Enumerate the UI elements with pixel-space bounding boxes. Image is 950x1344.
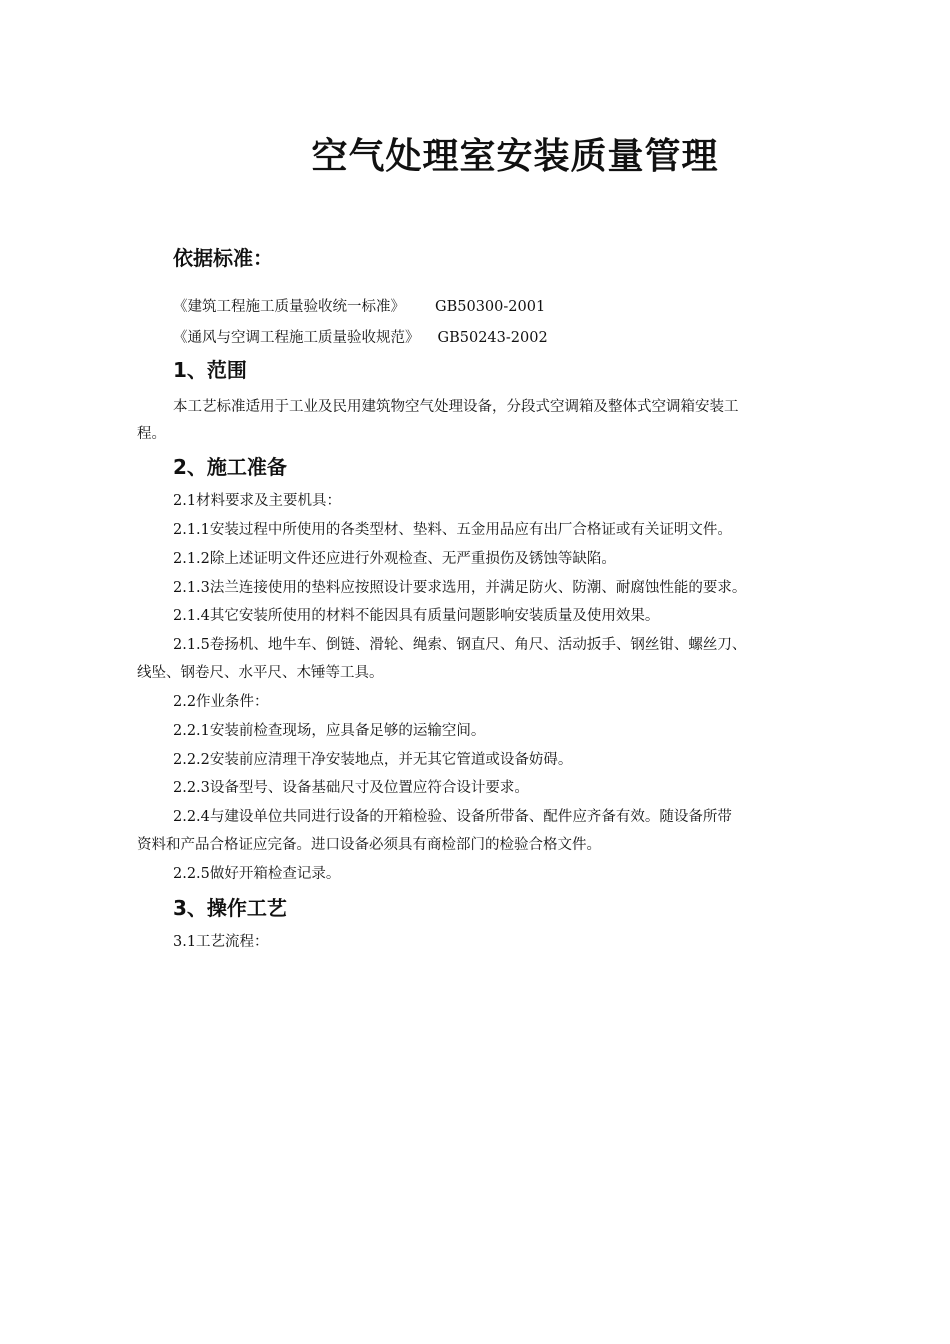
paragraph-line: 2.2.2安装前应清理干净安装地点，并无其它管道或设备妨碍。 xyxy=(173,752,573,768)
standard-item xyxy=(173,296,545,318)
basis-heading: 依据标准： xyxy=(173,246,273,270)
paragraph-line: 2.1材料要求及主要机具： xyxy=(173,493,342,509)
standard-item xyxy=(173,327,548,349)
paragraph-line: 2.2.4与建设单位共同进行设备的开箱检验、设备所带备、配件应齐备有效。随设备所带 xyxy=(173,809,732,825)
paragraph-line: 2.2作业条件： xyxy=(173,694,269,710)
paragraph-line: 2.1.1安装过程中所使用的各类型材、垫料、五金用品应有出厂合格证或有关证明文件。 xyxy=(173,522,732,538)
paragraph-line: 2.2.5做好开箱检查记录。 xyxy=(173,866,341,882)
standard-code: GB50243-2002 xyxy=(437,330,548,346)
standard-name: 《建筑工程施工质量验收统一标准》 xyxy=(173,299,405,315)
paragraph-line: 程。 xyxy=(137,426,166,442)
paragraph-line: 2.2.3设备型号、设备基础尺寸及位置应符合设计要求。 xyxy=(173,780,529,796)
page-title: 空气处理室安装质量管理 xyxy=(311,136,719,177)
paragraph-line: 2.1.5卷扬机、地牛车、倒链、滑轮、绳索、钢直尺、角尺、活动扳手、钢丝钳、螺丝刀、 xyxy=(173,637,747,653)
section-heading-scope: 1、范围 xyxy=(173,358,247,382)
paragraph-line: 2.1.4其它安装所使用的材料不能因具有质量问题影响安装质量及使用效果。 xyxy=(173,608,660,624)
section-heading-operation: 3、操作工艺 xyxy=(173,896,287,920)
section-heading-preparation: 2、施工准备 xyxy=(173,455,287,479)
paragraph-line: 线坠、钢卷尺、水平尺、木锤等工具。 xyxy=(137,665,384,681)
standard-name: 《通风与空调工程施工质量验收规范》 xyxy=(173,330,420,346)
paragraph-line: 2.1.3法兰连接使用的垫料应按照设计要求选用，并满足防火、防潮、耐腐蚀性能的要求。 xyxy=(173,580,747,596)
paragraph-line: 本工艺标准适用于工业及民用建筑物空气处理设备，分段式空调箱及整体式空调箱安装工 xyxy=(173,399,739,415)
standard-code: GB50300-2001 xyxy=(435,299,546,315)
paragraph-line: 2.2.1安装前检查现场，应具备足够的运输空间。 xyxy=(173,723,486,739)
paragraph-line: 2.1.2除上述证明文件还应进行外观检查、无严重损伤及锈蚀等缺陷。 xyxy=(173,551,616,567)
paragraph-line: 资料和产品合格证应完备。进口设备必须具有商检部门的检验合格文件。 xyxy=(137,837,601,853)
paragraph-line: 3.1工艺流程： xyxy=(173,934,269,950)
